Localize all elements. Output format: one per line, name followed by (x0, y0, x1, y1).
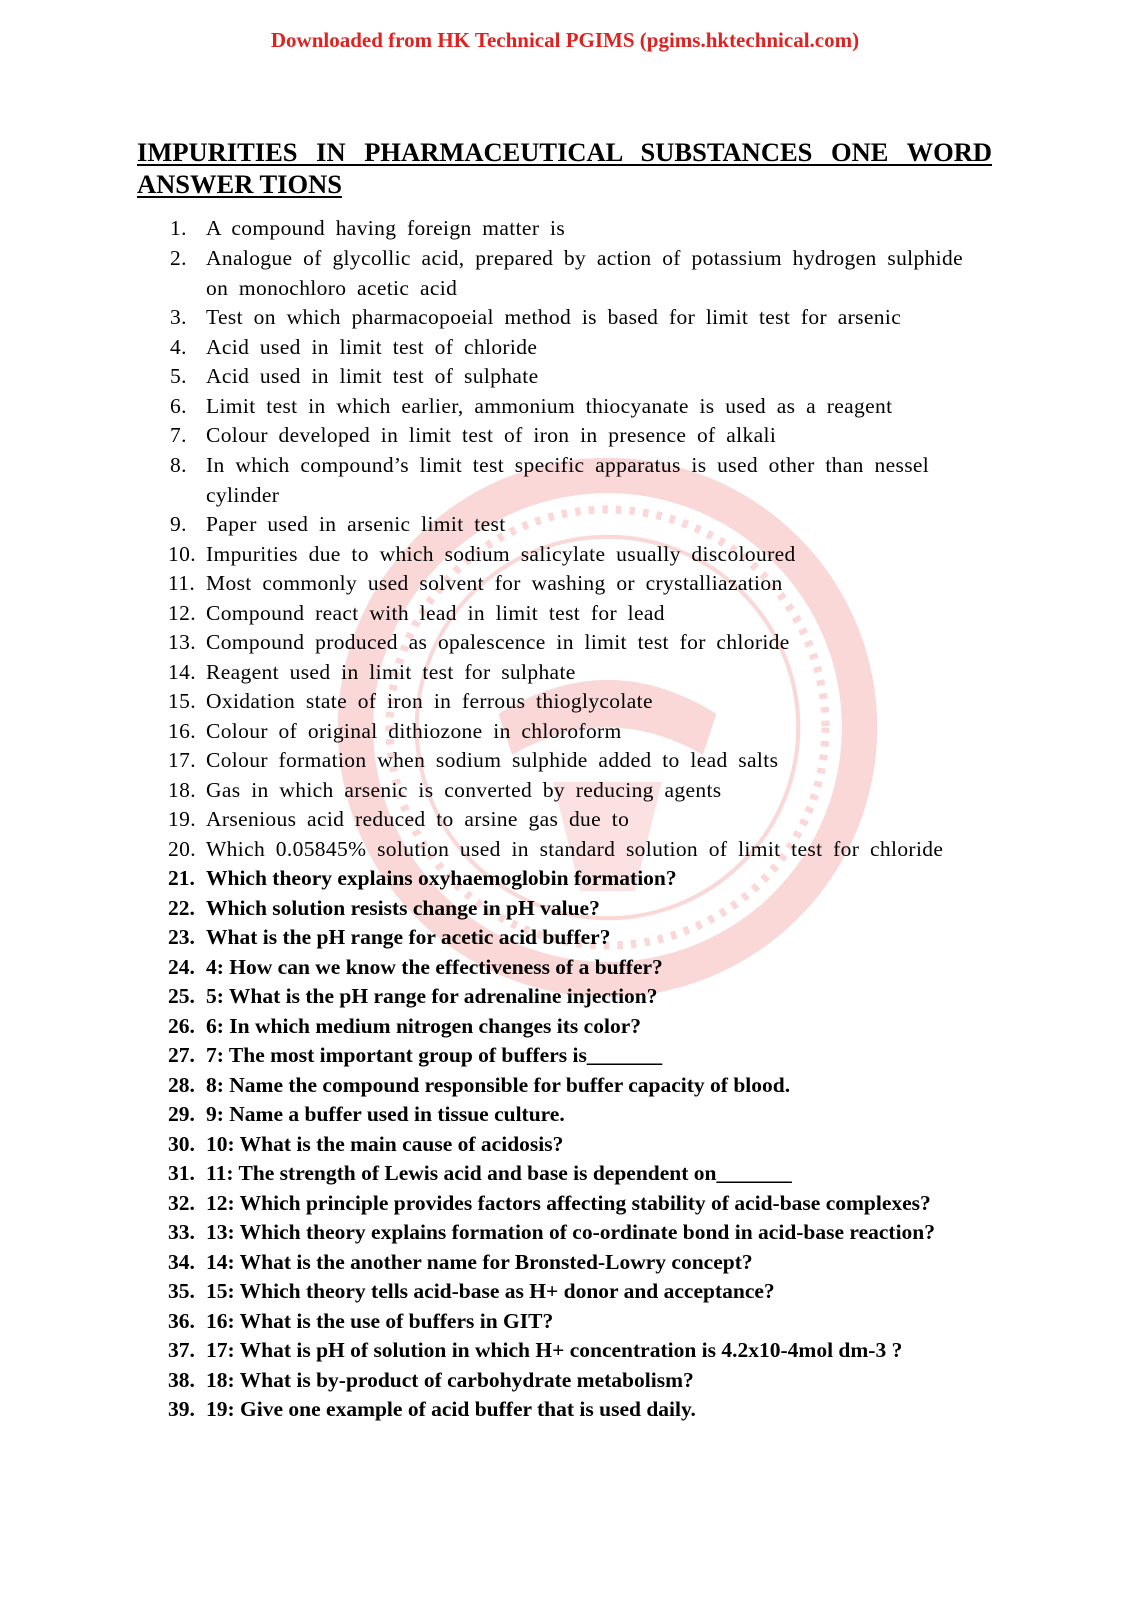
download-source-header: Downloaded from HK Technical PGIMS (pgims.hktechnical.com) (270, 28, 860, 52)
page-title: IMPURITIES IN PHARMACEUTICAL SUBSTANCES ONE WORD ANSWER TIONS (137, 137, 992, 199)
